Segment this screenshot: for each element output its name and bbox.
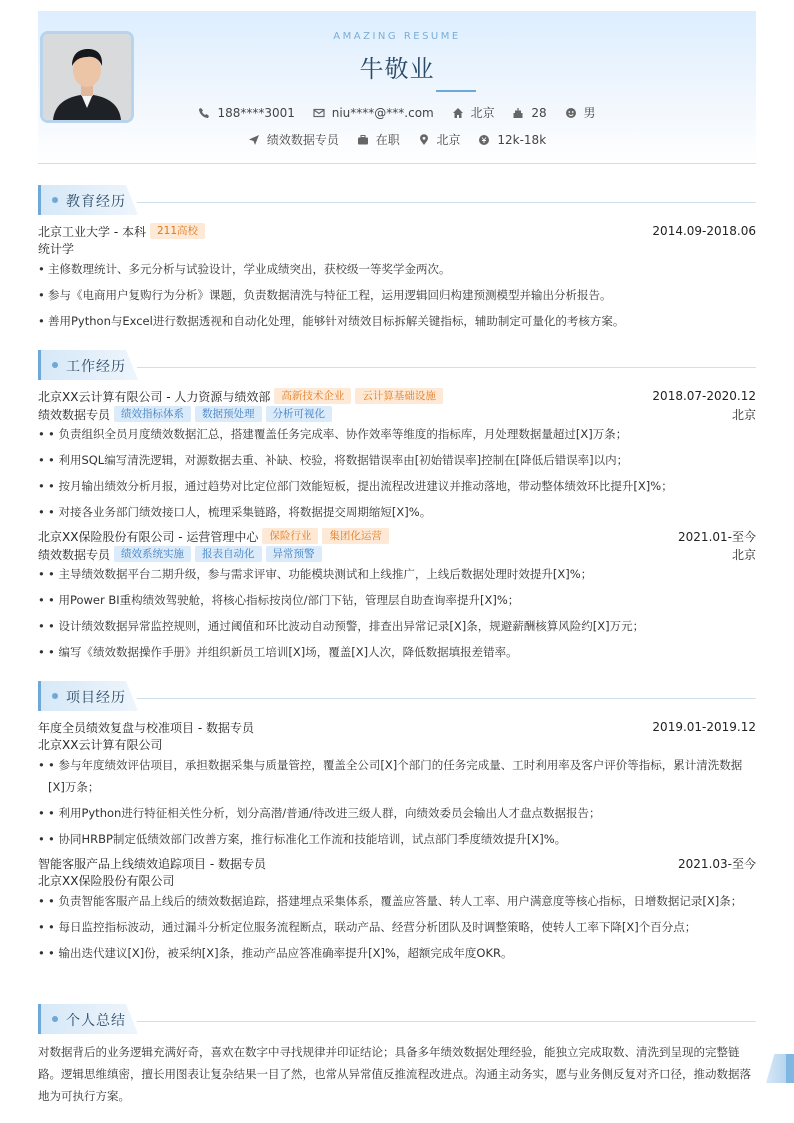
project-row xyxy=(38,718,756,736)
job-title: 绩效数据专员 xyxy=(38,547,111,562)
section-title: 个人总结 xyxy=(66,1013,126,1029)
company-name: 北京XX保险股份有限公司 - 运营管理中心 xyxy=(38,529,259,544)
project-date: 2021.03-至今 xyxy=(678,856,756,871)
age-info xyxy=(512,106,546,120)
list-item: • • 设计绩效数据异常监控规则，通过阈值和环比波动自动预警，排查出异常记录[X]条，规避薪酬核算风险约[X]万元； xyxy=(38,615,756,637)
cake-icon xyxy=(512,107,524,119)
project-bullets xyxy=(38,754,756,850)
section-summary-head xyxy=(38,1004,756,1034)
phone-text: 188****3001 xyxy=(217,105,295,120)
candidate-name: 牛敬业 xyxy=(359,55,435,83)
briefcase-icon xyxy=(357,134,369,146)
skill-tag: 数据预处理 xyxy=(195,406,262,422)
gender-icon xyxy=(565,107,577,119)
name-underline xyxy=(436,90,476,92)
list-item: • • 负责组织全员月度绩效数据汇总，搭建覆盖任务完成率、协作效率等维度的指标库，月处理数据量超过[X]万条； xyxy=(38,423,756,445)
section-work-head xyxy=(38,350,756,380)
email-info xyxy=(313,106,434,120)
home-icon xyxy=(452,107,464,119)
project-entry-2 xyxy=(38,854,756,968)
project-bullets xyxy=(38,890,756,964)
job-date: 2021.01-至今 xyxy=(678,529,756,544)
company-tag: 保险行业 xyxy=(262,528,318,544)
email-text: niu****@***.com xyxy=(331,105,434,120)
major: 统计学 xyxy=(38,242,75,256)
company-tag: 集团化运营 xyxy=(322,528,389,544)
mail-icon xyxy=(313,107,325,119)
resume-page xyxy=(38,11,756,1103)
list-item: • • 对接各业务部门绩效接口人，梳理采集链路，将数据提交周期缩短[X]%。 xyxy=(38,501,756,523)
job-location: 北京 xyxy=(731,407,756,422)
company-name: 北京XX云计算有限公司 - 人力资源与绩效部 xyxy=(38,389,271,404)
project-row xyxy=(38,854,756,872)
list-item: • • 输出迭代建议[X]份，被采纳[X]条，推动产品应答准确率提升[X]%，超额完成年度OKR。 xyxy=(38,942,756,964)
salary-text: 12k-18k xyxy=(497,132,547,147)
section-divider xyxy=(137,367,756,368)
list-item: • 主修数理统计、多元分析与试验设计，学业成绩突出，获校级一等奖学金两次。 xyxy=(38,258,756,280)
salary-icon xyxy=(478,134,490,146)
city-text: 北京 xyxy=(470,106,495,120)
job-intent-row xyxy=(38,131,756,149)
target-position-text: 绩效数据专员 xyxy=(266,133,339,147)
target-position-info xyxy=(248,131,339,148)
skill-tag: 报表自动化 xyxy=(195,546,262,562)
brand-label: AMAZING RESUME xyxy=(333,31,461,42)
school-tag: 211高校 xyxy=(150,223,205,239)
list-item: • • 利用SQL编写清洗逻辑，对源数据去重、补缺、校验，将数据错误率由[初始错误率]控制在[降低后错误率]以内； xyxy=(38,449,756,471)
location-pin-icon xyxy=(418,134,430,146)
skill-tag: 分析可视化 xyxy=(266,406,333,422)
company-tag: 高新技术企业 xyxy=(274,388,351,404)
section-project-head xyxy=(38,681,756,711)
status-info xyxy=(357,131,400,148)
status-text: 在职 xyxy=(375,133,400,147)
target-city-info xyxy=(418,131,461,148)
contact-row xyxy=(38,104,756,122)
send-icon xyxy=(248,134,260,146)
list-item: • • 用Power BI重构绩效驾驶舱，将核心指标按岗位/部门下钻，管理层自助查询率提升[X]%； xyxy=(38,589,756,611)
school-name: 北京工业大学 - 本科 xyxy=(38,224,146,239)
skill-tag: 绩效系统实施 xyxy=(114,546,191,562)
job-title-row xyxy=(38,545,756,563)
project-name: 年度全员绩效复盘与校准项目 - 数据专员 xyxy=(38,720,254,735)
section-dot xyxy=(52,197,58,203)
project-name: 智能客服产品上线绩效追踪项目 - 数据专员 xyxy=(38,856,266,871)
section-title: 项目经历 xyxy=(66,690,126,706)
job-date: 2018.07-2020.12 xyxy=(652,389,756,403)
job-title-row xyxy=(38,405,756,423)
list-item: • • 编写《绩效数据操作手册》并组织新员工培训[X]场，覆盖[X]人次，降低数据填报差错率。 xyxy=(38,641,756,663)
project-entry-1 xyxy=(38,718,756,854)
section-dot xyxy=(52,693,58,699)
gender-text: 男 xyxy=(583,106,596,120)
gender-info xyxy=(565,104,596,121)
list-item: • 参与《电商用户复购行为分析》课题，负责数据清洗与特征工程，运用逻辑回归构建预测模型并输出分析报告。 xyxy=(38,284,756,306)
target-city-text: 北京 xyxy=(436,133,461,147)
skill-tag: 绩效指标体系 xyxy=(114,406,191,422)
city-info xyxy=(452,104,495,121)
phone-info xyxy=(198,106,294,120)
skill-tag: 异常预警 xyxy=(266,546,322,562)
list-item: • 善用Python与Excel进行数据透视和自动化处理，能够针对绩效目标拆解关键指标，辅助制定可量化的考核方案。 xyxy=(38,310,756,332)
list-item: • • 利用Python进行特征相关性分析，划分高潜/普通/待改进三级人群，向绩效委员会输出人才盘点数据报告； xyxy=(38,802,756,824)
job-title: 绩效数据专员 xyxy=(38,407,111,422)
project-company: 北京XX云计算有限公司 xyxy=(38,738,163,752)
list-item: • • 主导绩效数据平台二期升级，参与需求评审、功能模块测试和上线推广，上线后数据处理时效提升[X]%； xyxy=(38,563,756,585)
education-entry xyxy=(38,222,756,336)
section-education-head xyxy=(38,185,756,215)
job-bullets xyxy=(38,423,756,523)
job-company-row xyxy=(38,527,756,545)
section-divider xyxy=(137,698,756,699)
list-item: • • 协同HRBP制定低绩效部门改善方案，推行标准化工作流和技能培训，试点部门季度绩效提升[X]%。 xyxy=(38,828,756,850)
job-entry-2 xyxy=(38,527,756,667)
section-title: 工作经历 xyxy=(66,359,126,375)
summary-text: 对数据背后的业务逻辑充满好奇，喜欢在数字中寻找规律并印证结论；具备多年绩效数据处理经验，能独立完成取数、清洗到呈现的完整链路。逻辑思维缜密，擅长用图表让复杂结果一目了然，也常从异常值反推流程改进点。沟通主动务实，愿与业务侧反复对齐口径，推动数据落地为可执行方案。 xyxy=(38,1045,751,1103)
section-divider xyxy=(137,202,756,203)
job-company-row xyxy=(38,387,756,405)
section-divider xyxy=(137,1021,756,1022)
project-date: 2019.01-2019.12 xyxy=(652,720,756,734)
section-dot xyxy=(52,1016,58,1022)
section-title: 教育经历 xyxy=(66,194,126,210)
list-item: • • 每日监控指标波动，通过漏斗分析定位服务流程断点，联动产品、经营分析团队及时调整策略，使转人工率下降[X]个百分点； xyxy=(38,916,756,938)
list-item: • • 参与年度绩效评估项目，承担数据采集与质量管控，覆盖全公司[X]个部门的任务完成量、工时利用率及客户评价等指标，累计清洗数据[X]万条； xyxy=(38,754,756,798)
section-dot xyxy=(52,362,58,368)
job-entry-1 xyxy=(38,387,756,527)
project-company: 北京XX保险股份有限公司 xyxy=(38,874,175,888)
education-bullets xyxy=(38,258,756,332)
salary-info xyxy=(478,133,546,147)
list-item: • • 负责智能客服产品上线后的绩效数据追踪，搭建埋点采集体系，覆盖应答量、转人工率、用户满意度等核心指标，日增数据记录[X]条； xyxy=(38,890,756,912)
education-row xyxy=(38,222,756,240)
age-text: 28 xyxy=(531,105,547,120)
corner-bar xyxy=(786,1054,794,1083)
job-bullets xyxy=(38,563,756,663)
list-item: • • 按月输出绩效分析月报，通过趋势对比定位部门效能短板，提出流程改进建议并推动落地，带动整体绩效环比提升[X]%； xyxy=(38,475,756,497)
job-location: 北京 xyxy=(731,547,756,562)
phone-icon xyxy=(198,107,210,119)
company-tag: 云计算基础设施 xyxy=(355,388,443,404)
education-date: 2014.09-2018.06 xyxy=(652,224,756,238)
resume-header xyxy=(38,11,756,164)
